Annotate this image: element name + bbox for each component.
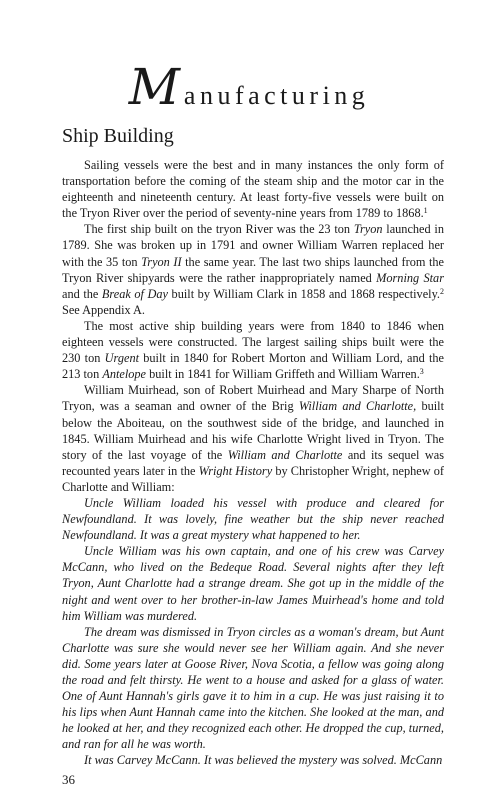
paragraph — [62, 157, 444, 221]
paragraph — [62, 382, 444, 495]
italic-text: Break of Day — [101, 286, 168, 301]
text-run: and the — [62, 286, 102, 301]
quoted-paragraph — [62, 495, 444, 543]
italic-text: William and Charlotte — [227, 447, 343, 462]
footnote-marker: 1 — [423, 206, 428, 216]
quoted-paragraph — [62, 624, 444, 753]
italic-text: William and Charlotte, — [298, 399, 417, 414]
text-run: It was Carvey McCann. It was believed the mystery was solved. McCann — [84, 753, 443, 768]
italic-text: Tryon — [353, 222, 383, 237]
page-number: 36 — [62, 772, 75, 787]
text-run: See Appendix A. — [62, 302, 145, 317]
quoted-paragraph — [62, 543, 444, 623]
italic-text: Tryon II — [141, 254, 182, 269]
paragraph — [62, 221, 444, 318]
text-run: The first ship built on the tryon River was the 23 ton — [84, 222, 354, 237]
quoted-paragraph — [62, 752, 444, 768]
text-run: launched in 1789. She was broken up in 1791 and owner William Warren replaced her with the 35 ton — [62, 222, 444, 269]
italic-text: Urgent — [104, 351, 140, 366]
italic-text: Morning Star — [376, 270, 444, 285]
text-run: built in 1841 for William Griffeth and William Warren. — [146, 367, 420, 382]
chapter-title-text: anufacturing — [183, 81, 370, 110]
text-run: built in 1840 for Robert Morton and William Lord, and the 213 ton — [62, 351, 445, 382]
paragraph — [62, 318, 444, 382]
italic-text: Wright History — [198, 463, 273, 478]
body-text — [62, 157, 444, 769]
chapter-title — [0, 58, 498, 116]
text-run: William Muirhead, son of Robert Muirhead and Mary Sharpe of North Tryon, was a seaman and owner of the Brig — [62, 383, 444, 414]
text-run: by Christopher Wright, nephew of Charlotte and William: — [62, 463, 444, 494]
text-run: built below the Aboiteau, on the southwest side of the bridge, and launched in 1845. William Muirhead and his wife Charlotte Wright lived in Tryon. The story of the last voyage of the — [62, 399, 444, 462]
section-heading: Ship Building — [62, 125, 174, 147]
text-run: The dream was dismissed in Tryon circles as a woman's dream, but Aunt Charlotte was sure she would never see her William again. And she never did. Some years later at Goose River, Nova Scotia, a fellow was going along the road and felt thirsty. He went to a house and asked for a glass of water. One of Aunt Hannah's girls gave it to him in a cup. He was just raising it to his lips when Aunt Hannah came into the kitchen. She looked at the man, and he looked at her, and they recognized each other. He dropped the cup, turned, and ran for all he was worth. — [62, 624, 444, 752]
text-run: The most active ship building years were from 1840 to 1846 when eighteen vessels were constructed. The largest sailing ships built were the 230 ton — [62, 318, 444, 366]
text-run: Uncle William loaded his vessel with produce and cleared for Newfoundland. It was lovely, fine weather but the ship never reached Newfoundland. It was a great mystery what happened to her. — [62, 495, 444, 543]
italic-text: Antelope — [102, 367, 147, 382]
chapter-title-dropcap: M — [128, 58, 180, 116]
text-run: Sailing vessels were the best and in many instances the only form of transportation before the coming of the steam ship and the motor car in the eighteenth and nineteenth century. At least forty-five vessels were built on the Tryon River over the period of seventy-nine years from 1789 to 1868. — [62, 158, 444, 221]
text-run: the same year. The last two ships launched from the Tryon River shipyards were the rather inappropriately named — [62, 254, 444, 285]
text-run: Uncle William was his own captain, and one of his crew was Carvey McCann, who lived on the Bedeque Road. Several nights after they left Tryon, Aunt Charlotte had a strange dream. She got up in the middle of the night and went over to her brother-in-law James Muirhead's home and told him William was murdered. — [62, 544, 444, 623]
footnote-marker: 3 — [419, 367, 424, 377]
text-run: and its sequel was recounted years later in the — [62, 447, 444, 478]
footnote-marker: 2 — [440, 286, 444, 296]
text-run: built by William Clark in 1858 and 1868 respectively. — [168, 286, 440, 301]
